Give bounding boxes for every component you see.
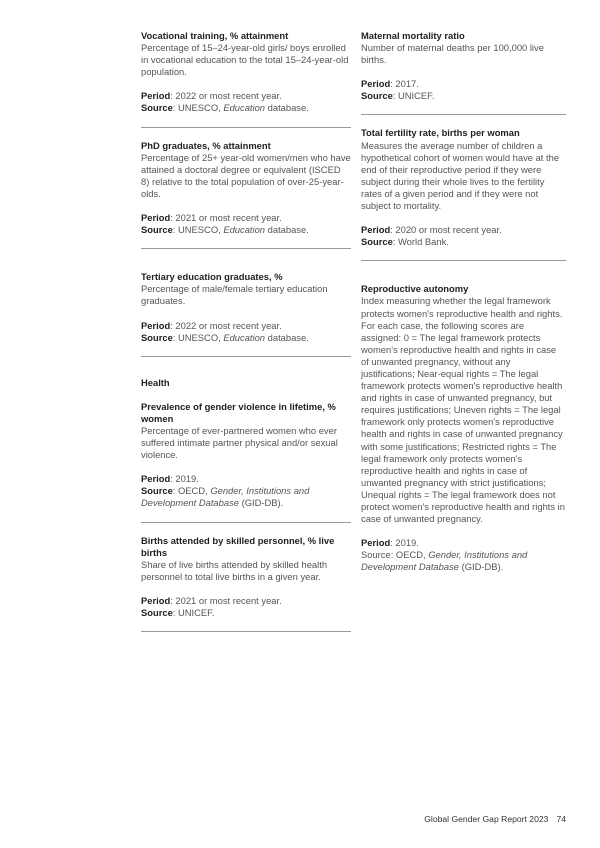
entry-source: Source: OECD, Gender, Institutions and Development Database (GID-DB). [361,549,528,573]
left-column [141,30,351,644]
entry-tertiary-graduates [141,271,351,343]
entry-description: Measures the average number of children a hypothetical cohort of women would have at the end of their reproductive period if they were subject during their whole lives to the fertility rates of a given period and if they were not subject to mortality. [361,139,560,212]
entry-births-attended [141,535,351,620]
entry-source: Source: UNESCO, Education database. [141,102,309,114]
entry-source: Source: UNESCO, Education database. [141,224,309,236]
entry-vocational-training [141,30,351,115]
page-footer [0,813,566,825]
divider [141,356,351,357]
report-title: Global Gender Gap Report 2023 [424,814,549,824]
entry-period: Period: 2021 or most recent year. [141,594,282,606]
entry-source: Source: World Bank. [361,236,449,248]
entry-source: Source: UNICEF. [141,607,215,618]
entry-description: Percentage of ever-partnered women who ever suffered intimate partner physical and/or sexual violence. [141,424,338,461]
divider [141,127,351,128]
entry-description: Percentage of 25+ year-old women/men who have attained a doctoral degree or equivalent (ISCED 8) relative to the total population of over-25-year-olds. [141,151,351,199]
divider [141,248,351,249]
entry-gender-violence [141,401,351,510]
entry-description: Percentage of 15–24-year-old girls/ boys enrolled in vocational education to the total 15–24-year-old population. [141,42,349,78]
entry-title: PhD graduates, % attainment [141,139,271,151]
entry-period: Period: 2022 or most recent year. [141,319,282,331]
entry-title: Total fertility rate, births per woman [361,127,520,139]
entry-title: Tertiary education graduates, % [141,271,283,283]
entry-period: Period: 2021 or most recent year. [141,212,282,224]
entry-source: Source: UNICEF. [361,90,435,102]
entry-maternal-mortality [361,30,566,102]
entry-fertility-rate [361,127,566,248]
section-heading-health: Health [141,376,170,388]
entry-description: Percentage of male/female tertiary education graduates. [141,283,328,307]
entry-source: Source: UNESCO, Education database. [141,331,309,343]
divider [141,522,351,523]
divider [141,631,351,632]
entry-title: Reproductive autonomy [361,283,469,295]
entry-period: Period: 2020 or most recent year. [361,224,502,236]
entry-title: Prevalence of gender violence in lifetime, % women [141,400,336,424]
entry-period: Period: 2019. [361,537,419,549]
entry-description: Index measuring whether the legal framework protects women's reproductive health and rights. For each case, the following scores are assigned: 0 = The legal framework protects women's reproductive health and rights in case of unwanted pregnancy, without any justifications; Near-equal rights = The legal framework protects women's reproductive health and rights in case of unwanted pregnancy, but requires justifications; Uneven rights = The legal framework only protects women's reproductive health and rights in case of unwanted pregnancy with some justifications; Restricted rights = The legal framework only protects women's reproductive health and rights in case of unwanted pregnancy with strict justifications; Unequal rights = The legal framework does not protect women's reproductive health and rights in case of unwanted pregnancy. [361,295,565,525]
entry-phd-graduates [141,140,351,237]
entry-period: Period: 2022 or most recent year. [141,90,282,102]
entry-description: Number of maternal deaths per 100,000 live births. [361,42,544,66]
entry-period: Period: 2019. [141,473,199,485]
entry-title: Births attended by skilled personnel, % live births [141,534,335,558]
right-column [361,30,566,573]
entry-title: Vocational training, % attainment [141,30,289,41]
entry-title: Maternal mortality ratio [361,30,465,41]
entry-source: Source: OECD, Gender, Institutions and Development Database (GID-DB). [141,485,310,509]
divider [361,114,566,115]
entry-reproductive-autonomy [361,283,566,573]
entry-period: Period: 2017. [361,78,419,90]
divider [361,260,566,261]
page-number: 74 [556,814,566,824]
entry-description: Share of live births attended by skilled health personnel to total live births in a given year. [141,558,328,582]
